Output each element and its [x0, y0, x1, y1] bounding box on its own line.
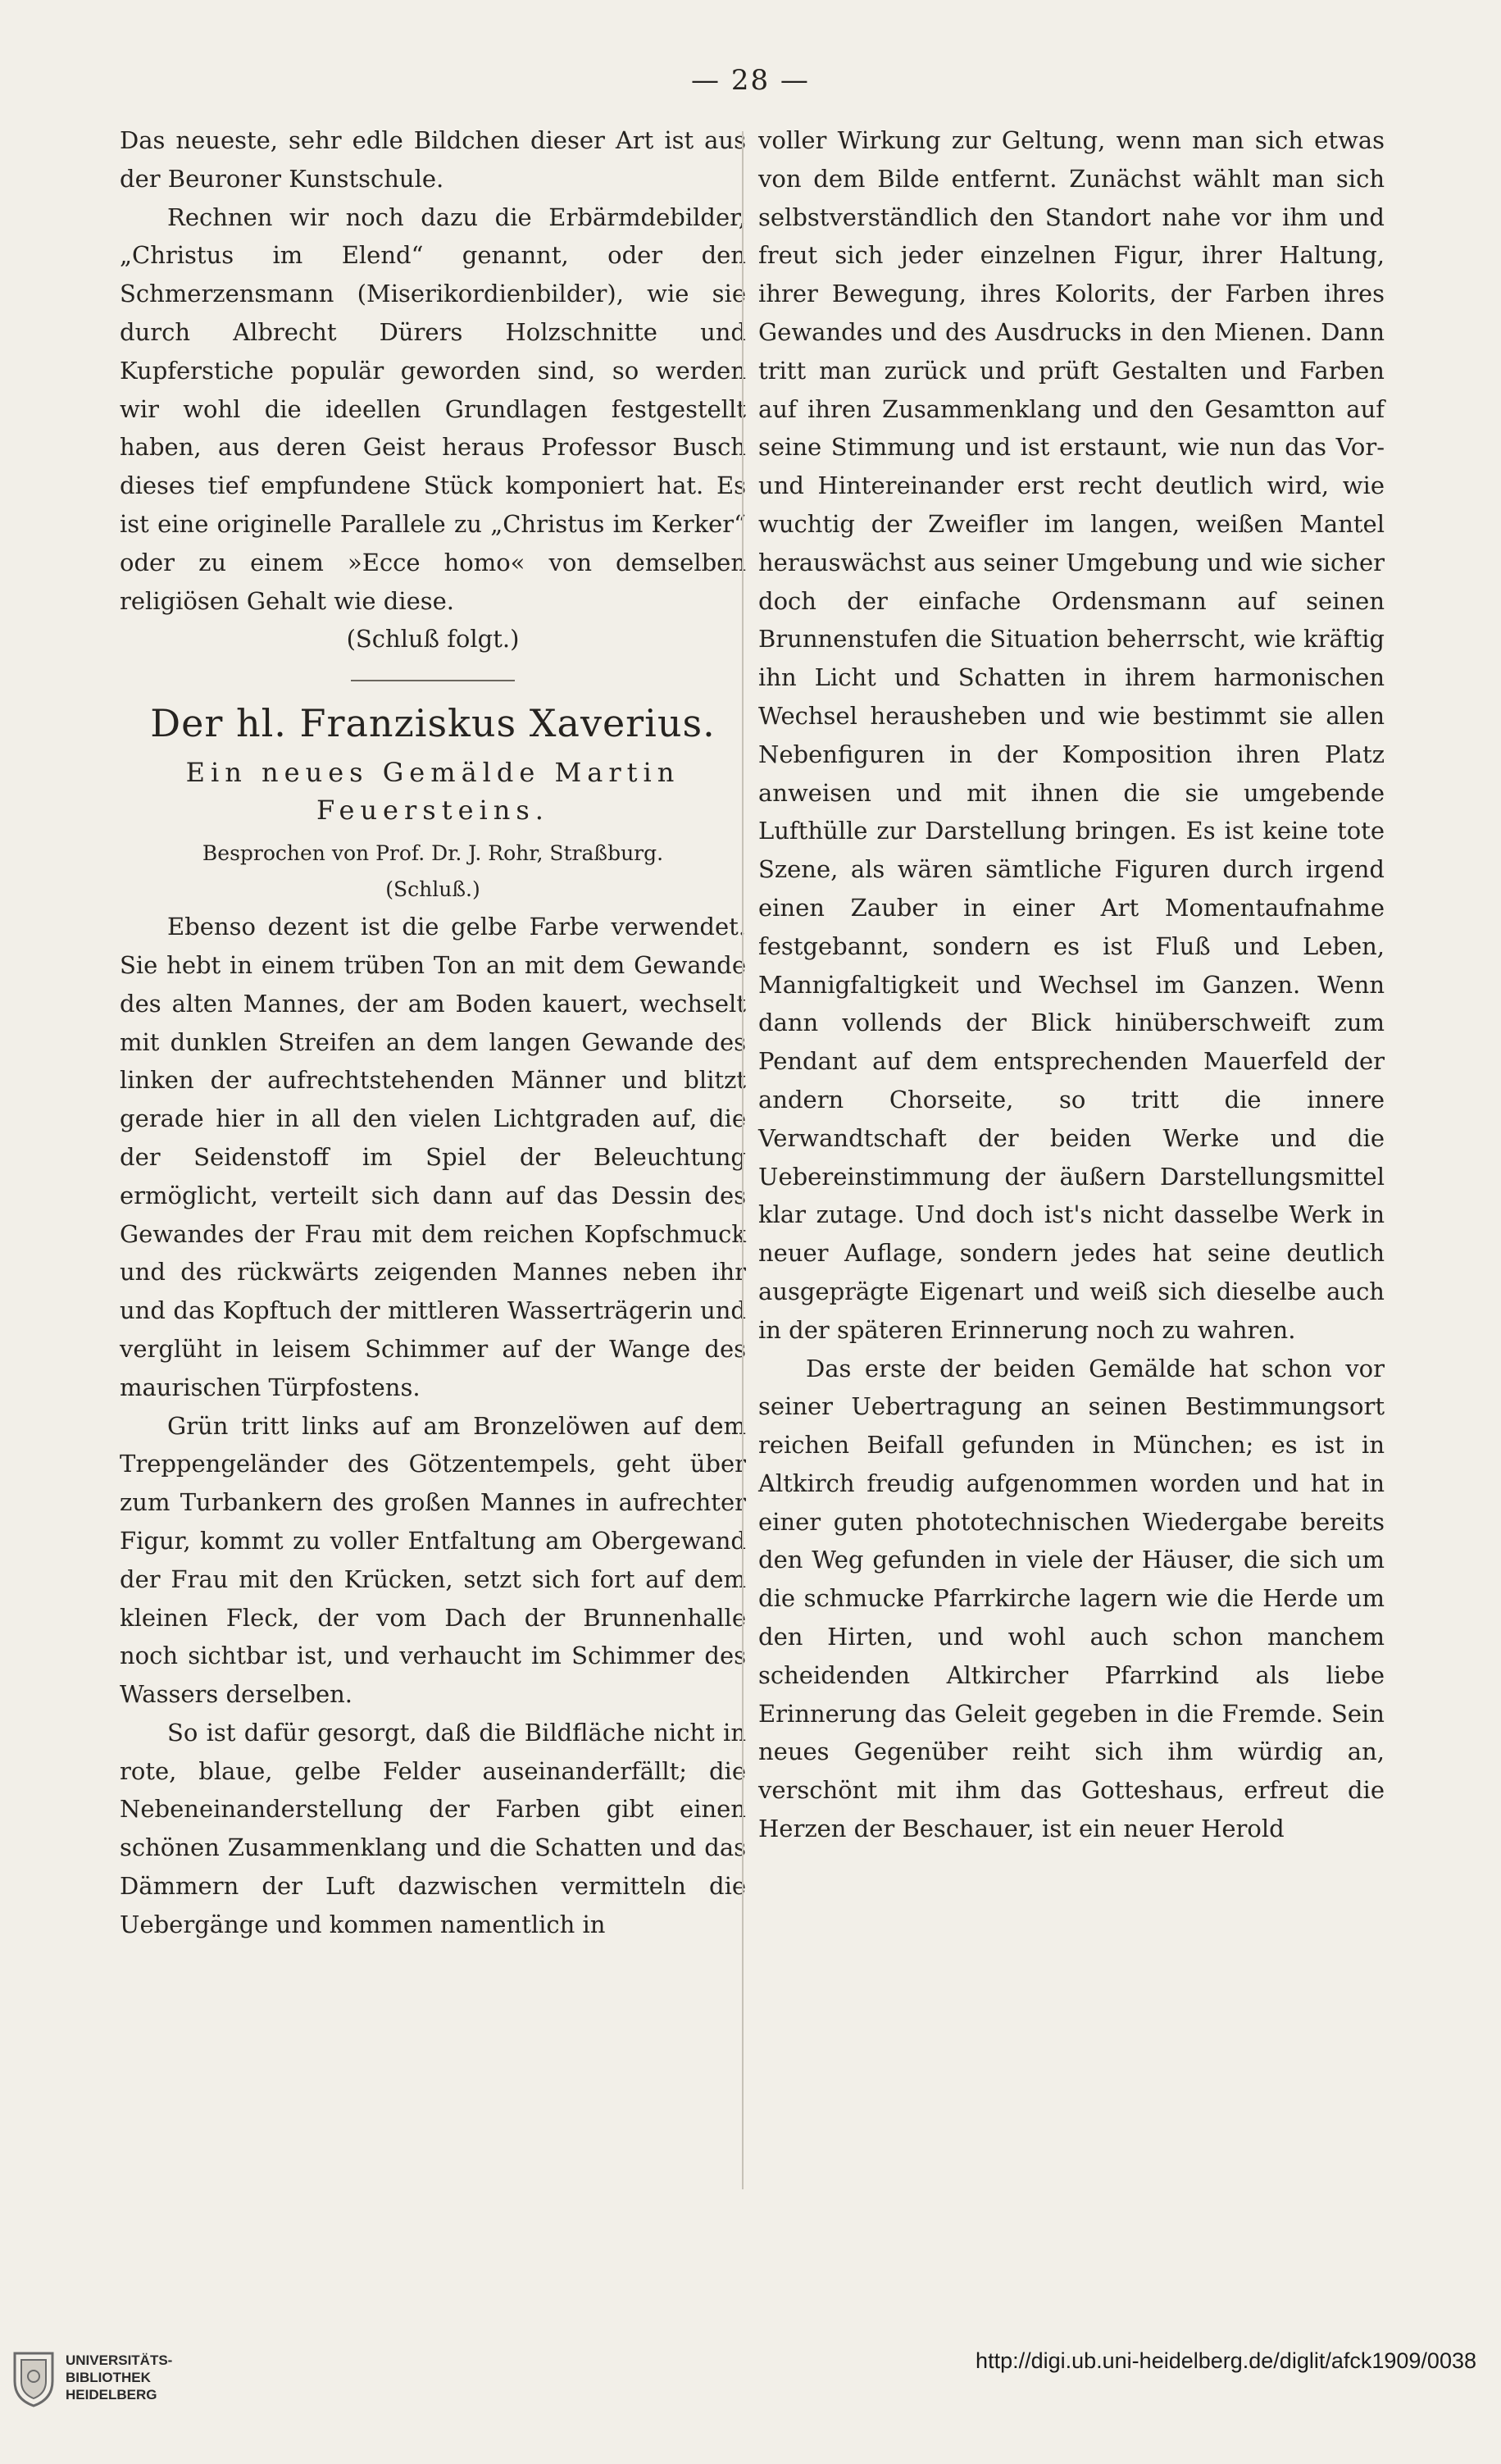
footer	[0, 2347, 1501, 2464]
article-title: Der hl. Franziskus Xaverius.	[150, 701, 716, 746]
source-url[interactable]: http://digi.ub.uni-heidelberg.de/diglit/afck1909/0038	[976, 2348, 1476, 2373]
reviewer-line: Besprochen von Prof. Dr. J. Rohr, Straßburg.	[202, 841, 664, 866]
paragraph: Das erste der beiden Gemälde hat schon vor seiner Uebertragung an seinen Bestimmungsort reichen Beifall gefunden in München; es ist in Altkirch freudig aufgenommen worden und hat in einer guten phototechnischen Wiedergabe bereits den Weg gefunden in viele der Häuser, die sich um die schmucke Pfarrkirche lagern wie die Herde um den Hirten, und wohl auch schon manchem scheidenden Altkircher Pfarrkind als liebe Erinnerung das Geleit gegeben in die Fremde. Sein neues Gegenüber reiht sich ihm würdig an, verschönt mit ihm das Gotteshaus, erfreut die Herzen der Beschauer, ist ein neuer Herold	[758, 1354, 1385, 1843]
column-rule	[742, 131, 744, 2189]
left-column	[120, 121, 746, 1944]
university-seal-icon	[10, 2348, 57, 2409]
paragraph: Rechnen wir noch dazu die Erbärmdebilder, „Christus im Elend“ genannt, oder den Schmerzensmann (Miserikordienbilder), wie sie durch Albrecht Dürers Holzschnitte und Kupferstiche populär geworden sind, so werden wir wohl die ideellen Grundlagen festgestellt haben, aus deren Geist heraus Professor Busch dieses tief empfundene Stück komponiert hat. Es ist eine originelle Parallele zu „Christus im Kerker“ oder zu einem »Ecce homo« von demselben religiösen Gehalt wie diese.	[120, 203, 746, 615]
page-number: — 28 —	[691, 64, 810, 97]
paragraph: Grün tritt links auf am Bronzelöwen auf dem Treppengeländer des Götzentempels, geht über zum Turbankern des großen Mannes in aufrechter Figur, kommt zu voller Entfaltung am Obergewand der Frau mit den Krücken, setzt sich fort auf dem kleinen Fleck, der vom Dach der Brunnenhalle noch sichtbar ist, und verhaucht im Schimmer des Wassers derselben.	[120, 1411, 746, 1709]
library-name	[66, 2352, 172, 2403]
paragraph: Ebenso dezent ist die gelbe Farbe verwendet. Sie hebt in einem trüben Ton an mit dem Gewande des alten Mannes, der am Boden kauert, wechselt mit dunklen Streifen an dem langen Gewande des linken der aufrechtstehenden Männer und blitzt gerade hier in all den vielen Lichtgraden auf, die der Seidenstoff im Spiel der Beleuchtung ermöglicht, verteilt sich dann auf das Dessin des Gewandes der Frau mit dem reichen Kopfschmuck und des rückwärts zeigenden Mannes neben ihr und das Kopftuch der mittleren Wasserträgerin und verglüht in leisem Schimmer auf der Wange des maurischen Türpfostens.	[120, 913, 746, 1401]
paragraph: voller Wirkung zur Geltung, wenn man sich etwas von dem Bilde entfernt. Zunächst wählt man sich selbstverständlich den Standort nahe vor ihm und freut sich jeder einzelnen Figur, ihrer Haltung, ihrer Bewegung, ihres Kolorits, der Farben ihres Gewandes und des Ausdrucks in den Mienen. Dann tritt man zurück und prüft Gestalten und Farben auf ihren Zusammenklang und den Gesamtton auf seine Stimmung und ist erstaunt, wie nun das Vor- und Hintereinander erst recht deutlich wird, wie wuchtig der Zweifler im langen, weißen Mantel herauswächst aus seiner Umgebung und wie sicher doch der einfache Ordensmann auf seinen Brunnenstufen die Situation beherrscht, wie kräftig ihn Licht und Schatten in ihrem harmonischen Wechsel herausheben und wie bestimmt sie allen Nebenfiguren in der Komposition ihren Platz anweisen und mit ihnen die sie umgebende Lufthülle zur Darstellung bringen. Es ist keine tote Szene, als wären sämtliche Figuren durch irgend einen Zauber in einer Art Momentaufnahme festgebannt, sondern es ist Fluß und Leben, Mannigfaltigkeit und Wechsel im Ganzen. Wenn dann vollends der Blick hinüberschweift zum Pendant auf dem entsprechenden Mauerfeld der andern Chorseite, so tritt die innere Verwandtschaft der beiden Werke und die Uebereinstimmung der äußern Darstellungsmittel klar zutage. Und doch ist's nicht dasselbe Werk in neuer Auflage, sondern jedes hat seine deutlich ausgeprägte Eigenart und weiß sich dieselbe auch in der späteren Erinnerung noch zu wahren.	[758, 126, 1385, 1344]
paragraph: Das neueste, sehr edle Bildchen dieser Art ist aus der Beuroner Kunstschule.	[120, 126, 746, 193]
section-divider	[351, 680, 515, 681]
article-subtitle: Ein neues Gemälde Martin Feuersteins.	[185, 757, 680, 827]
library-name-line: UNIVERSITÄTS-	[66, 2352, 173, 2368]
library-name-line: BIBLIOTHEK	[66, 2370, 151, 2385]
continued-note: (Schluß folgt.)	[346, 625, 520, 654]
paragraph: So ist dafür gesorgt, daß die Bildfläche nicht in rote, blaue, gelbe Felder auseinanderfällt; die Nebeneinanderstellung der Farben gibt einen schönen Zusammenklang und die Schatten und das Dämmern der Luft dazwischen vermitteln die Uebergänge und kommen namentlich in	[120, 1718, 746, 1938]
conclusion-note: (Schluß.)	[385, 877, 480, 902]
right-column	[758, 121, 1385, 1848]
library-name-line: HEIDELBERG	[66, 2387, 157, 2403]
